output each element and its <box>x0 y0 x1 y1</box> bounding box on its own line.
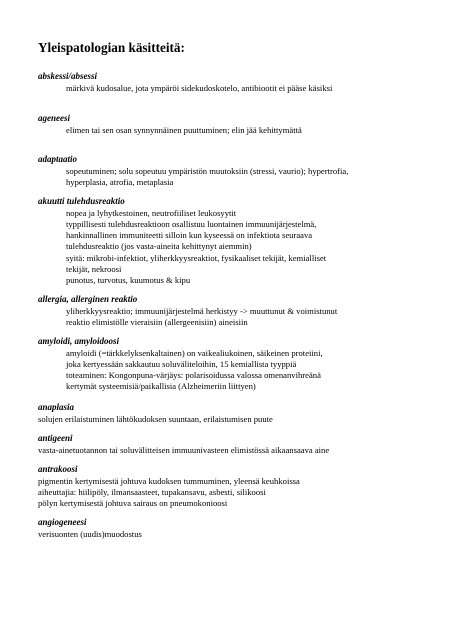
definition-line: hyperplasia, atrofia, metaplasia <box>66 177 174 188</box>
document-title: Yleispatologian käsitteitä: <box>38 40 185 55</box>
definition-angiogeneesi <box>38 529 142 540</box>
definition-line: solujen erilaistuminen lähtökudoksen suuntaan, erilaistumisen puute <box>38 414 273 424</box>
definition-ageneesi <box>66 125 302 136</box>
term-angiogeneesi: angiogeneesi <box>38 517 87 527</box>
definition-line: kertymät systeemisiä/paikallisia (Alzheimeriin liittyen) <box>66 381 256 392</box>
definition-allergia <box>66 306 337 328</box>
definition-line: verisuonten (uudis)muodostus <box>38 529 142 539</box>
definition-line: joka kertyessään sakkautuu soluväliteloihin, 15 kemiallista tyyppiä <box>66 359 297 370</box>
term-anaplasia: anaplasia <box>38 402 75 412</box>
definition-line: elimen tai sen osan synnynnäinen puuttuminen; elin jää kehittymättä <box>66 125 302 135</box>
definition-line: tekijät, nekroosi <box>66 263 122 274</box>
term-antrakoosi: antrakoosi <box>38 464 78 474</box>
definition-line: syitä: mikrobi-infektiot, yliherkkyysreaktiot, fysikaaliset tekijät, kemialliset <box>66 252 327 263</box>
definition-line: amyloidi (=tärkkelyksenkaltainen) on vaikealiukoinen, säikeinen proteiini, <box>66 348 323 358</box>
definition-amyloidi <box>66 348 323 393</box>
definition-antigeeni <box>38 445 329 456</box>
definition-line: tulehdusreaktio (jos vasta-aineita kehittynyt aiemmin) <box>66 241 252 252</box>
term-allergia: allergia, allerginen reaktio <box>38 294 138 304</box>
definition-line: hankinnallinen immuniteetti silloin kun kyseessä on infektiota seuraava <box>66 230 313 241</box>
definition-akuutti-tulehdusreaktio <box>66 208 326 286</box>
definition-line: vasta-ainetuotannon tai soluvälitteisen immuunivasteen elimistössä aikaansaava aine <box>38 445 330 455</box>
term-antigeeni: antigeeni <box>38 433 73 443</box>
term-amyloidi: amyloidi, amyloidoosi <box>38 336 119 346</box>
definition-antrakoosi <box>38 476 300 509</box>
definition-line: aiheuttajia: hiilipöly, ilmansaasteet, tupakansavu, asbesti, silikoosi <box>38 487 266 498</box>
definition-anaplasia <box>38 414 273 425</box>
definition-line: nopea ja lyhytkestoinen, neutrofiiliset leukosyytit <box>66 208 237 218</box>
definition-line: reaktio elimistölle vieraisiin (allergeenisiin) aineisiin <box>66 317 248 328</box>
definition-line: punotus, turvotus, kuumotus & kipu <box>66 274 191 285</box>
term-abskessi: abskessi/absessi <box>38 71 98 81</box>
term-akuutti-tulehdusreaktio: akuutti tulehdusreaktio <box>38 196 125 206</box>
definition-line: pigmentin kertymisestä johtuva kudoksen tummuminen, yleensä keuhkoissa <box>38 476 300 486</box>
definition-line: yliherkkyysreaktio; immuunijärjestelmä herkistyy -> muuttunut & voimistunut <box>66 306 338 316</box>
definition-abskessi <box>66 83 332 94</box>
definition-line: märkivä kudosalue, jota ympäröi sidekudoskotelo, antibiootit ei pääse käsiksi <box>66 83 333 93</box>
term-ageneesi: ageneesi <box>38 113 70 123</box>
definition-adaptaatio <box>66 166 348 188</box>
term-adaptaatio: adaptaatio <box>38 154 78 164</box>
definition-line: pölyn kertymisestä johtuva sairaus on pneumokonioosi <box>38 498 228 509</box>
definition-line: typpillisesti tulehdusreaktioon osallistuu luontainen immuunijärjestelmä, <box>66 219 317 230</box>
definition-line: sopeutuminen; solu sopeutuu ympäristön muutoksiin (stressi, vaurio); hypertrofia, <box>66 166 349 176</box>
definition-line: toteaminen: Kongonpuna-värjäys: polarisoidussa valossa omenanvihreänä <box>66 370 321 381</box>
